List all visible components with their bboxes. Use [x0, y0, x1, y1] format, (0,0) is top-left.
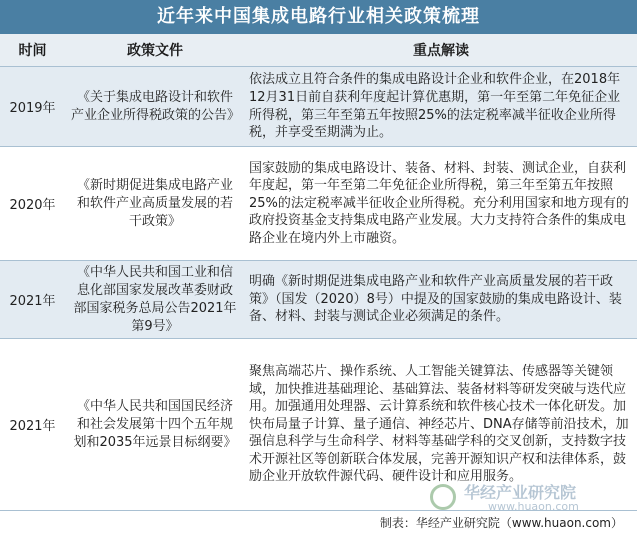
watermark-cn: 华经产业研究院: [464, 483, 577, 502]
row-desc: 明确《新时期促进集成电路产业和软件产业高质量发展的若干政策》（国发（2020）8号）中提及的国家鼓励的集成电路设计、装备、材料、封装与测试企业必须满足的条件。: [245, 261, 637, 339]
table-row: [0, 339, 637, 511]
watermark-en: www.huaon.com: [488, 500, 579, 513]
row-doc: 《关于集成电路设计和软件产业企业所得税政策的公告》: [65, 67, 245, 147]
row-desc: 国家鼓励的集成电路设计、装备、材料、封装、测试企业，自获利年度起，第一年至第二年免征企业所得税，第三年至第五年按照25%的法定税率减半征收企业所得税。充分利用国家和地方现有的政府投资基金支持集成电路产业发展。大力支持符合条件的集成电路企业在境内外上市融资。: [245, 147, 637, 261]
policy-table: [0, 34, 637, 511]
row-doc: 《中华人民共和国国民经济和社会发展第十四个五年规划和2035年远景目标纲要》: [65, 339, 245, 511]
table-row: [0, 147, 637, 261]
row-year: 2021年: [0, 339, 65, 511]
row-desc: 聚焦高端芯片、操作系统、人工智能关键算法、传感器等关键领域，加快推进基础理论、基础算法、装备材料等研发突破与迭代应用。加强通用处理器、云计算系统和软件核心技术一体化研发。加快布局量子计算、量子通信、神经芯片、DNA存储等前沿技术，加强信息科学与生命科学、材料等基础学科的交叉创新，支持数字技术开源社区等创新联合体发展，完善开源知识产权和法律体系，鼓励企业开放软件源代码、硬件设计和应用服务。: [245, 339, 637, 511]
table-title: 近年来中国集成电路行业相关政策梳理: [0, 0, 637, 34]
header-key: 重点解读: [245, 34, 637, 67]
source-text: 制表：华经产业研究院（www.huaon.com）: [379, 516, 623, 530]
table-source-note: [0, 510, 637, 537]
table-row: [0, 261, 637, 339]
row-year: 2020年: [0, 147, 65, 261]
row-doc: 《新时期促进集成电路产业和软件产业高质量发展的若干政策》: [65, 147, 245, 261]
row-year: 2019年: [0, 67, 65, 147]
row-desc: 依法成立且符合条件的集成电路设计企业和软件企业，在2018年12月31日前自获利年度起计算优惠期，第一年至第二年免征企业所得税，第三年至第五年按照25%的法定税率减半征收企业所得税，并享受至期满为止。: [245, 67, 637, 147]
header-time: 时间: [0, 34, 65, 67]
table-row: [0, 67, 637, 147]
row-year: 2021年: [0, 261, 65, 339]
header-row: [0, 34, 637, 67]
row-doc: 《中华人民共和国工业和信息化部国家发展改革委财政部国家税务总局公告2021年第9号》: [65, 261, 245, 339]
header-doc: 政策文件: [65, 34, 245, 67]
